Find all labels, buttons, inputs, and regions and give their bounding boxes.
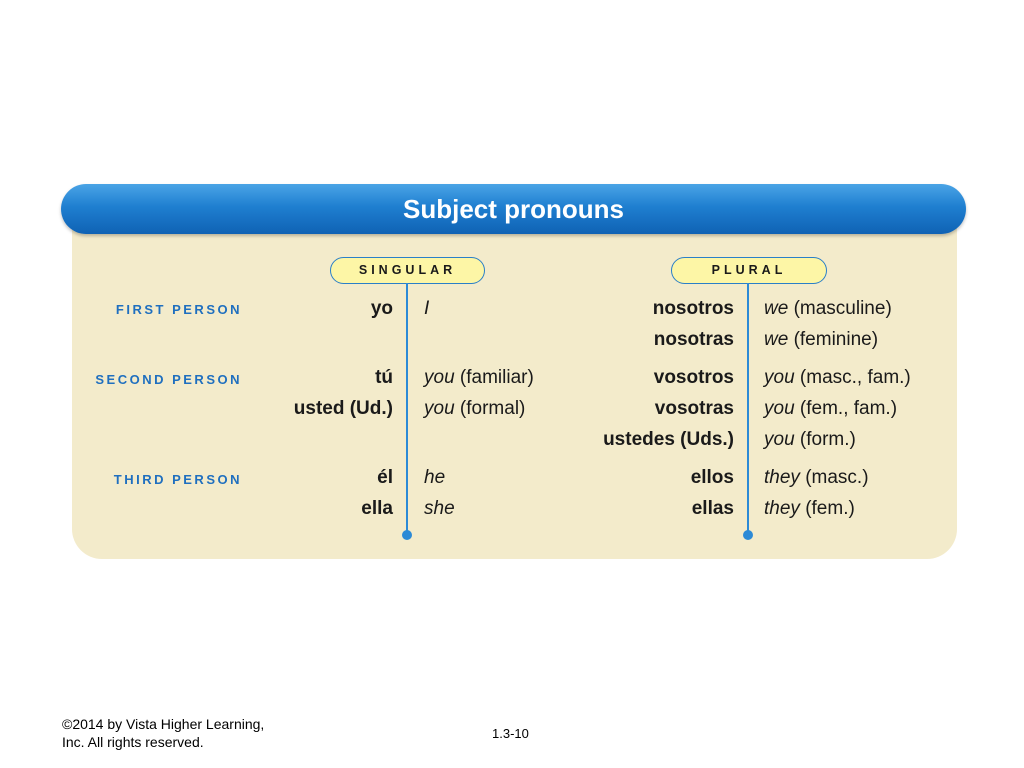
plural-english-ellas: they (fem.) bbox=[764, 498, 855, 519]
singular-header: SINGULAR bbox=[330, 257, 485, 284]
plural-spanish-ellos: ellos bbox=[690, 467, 734, 488]
plural-divider-line bbox=[747, 283, 749, 535]
singular-spanish-tu: tú bbox=[375, 367, 393, 388]
second-person-label: SECOND PERSON bbox=[95, 372, 242, 387]
copyright-line-2: Inc. All rights reserved. bbox=[62, 734, 204, 750]
copyright-line-1: ©2014 by Vista Higher Learning, bbox=[62, 716, 265, 732]
singular-divider-line bbox=[406, 283, 408, 535]
singular-english-tu: you (familiar) bbox=[424, 367, 534, 388]
singular-spanish-yo: yo bbox=[370, 298, 393, 319]
slide-number: 1.3-10 bbox=[492, 726, 529, 741]
plural-english-vosotras: you (fem., fam.) bbox=[764, 398, 898, 419]
plural-spanish-ustedes: ustedes (Uds.) bbox=[603, 429, 734, 450]
plural-spanish-vosotras: vosotras bbox=[654, 398, 734, 419]
plural-english-vosotros: you (masc., fam.) bbox=[764, 367, 911, 388]
plural-spanish-ellas: ellas bbox=[691, 498, 734, 519]
singular-spanish-usted: usted (Ud.) bbox=[293, 398, 393, 419]
singular-english-usted: you (formal) bbox=[424, 398, 526, 419]
plural-header: PLURAL bbox=[671, 257, 827, 284]
plural-spanish-nosotros: nosotros bbox=[652, 298, 734, 319]
page-title: Subject pronouns bbox=[403, 194, 624, 224]
singular-english-el: he bbox=[424, 467, 446, 488]
copyright-notice bbox=[62, 715, 264, 751]
singular-spanish-el: él bbox=[377, 467, 393, 488]
singular-divider-dot bbox=[402, 530, 412, 540]
singular-english-yo: I bbox=[424, 298, 430, 319]
third-person-label: THIRD PERSON bbox=[113, 472, 242, 487]
plural-divider-dot bbox=[743, 530, 753, 540]
plural-english-ustedes: you (form.) bbox=[764, 429, 856, 450]
plural-spanish-vosotros: vosotros bbox=[653, 367, 734, 388]
plural-english-ellos: they (masc.) bbox=[764, 467, 869, 488]
plural-english-nosotras: we (feminine) bbox=[764, 329, 879, 350]
title-bar bbox=[61, 184, 966, 234]
singular-english-ella: she bbox=[424, 498, 455, 519]
plural-english-nosotros: we (masculine) bbox=[764, 298, 892, 319]
singular-spanish-ella: ella bbox=[361, 498, 393, 519]
plural-spanish-nosotras: nosotras bbox=[653, 329, 734, 350]
first-person-label: FIRST PERSON bbox=[115, 302, 242, 317]
